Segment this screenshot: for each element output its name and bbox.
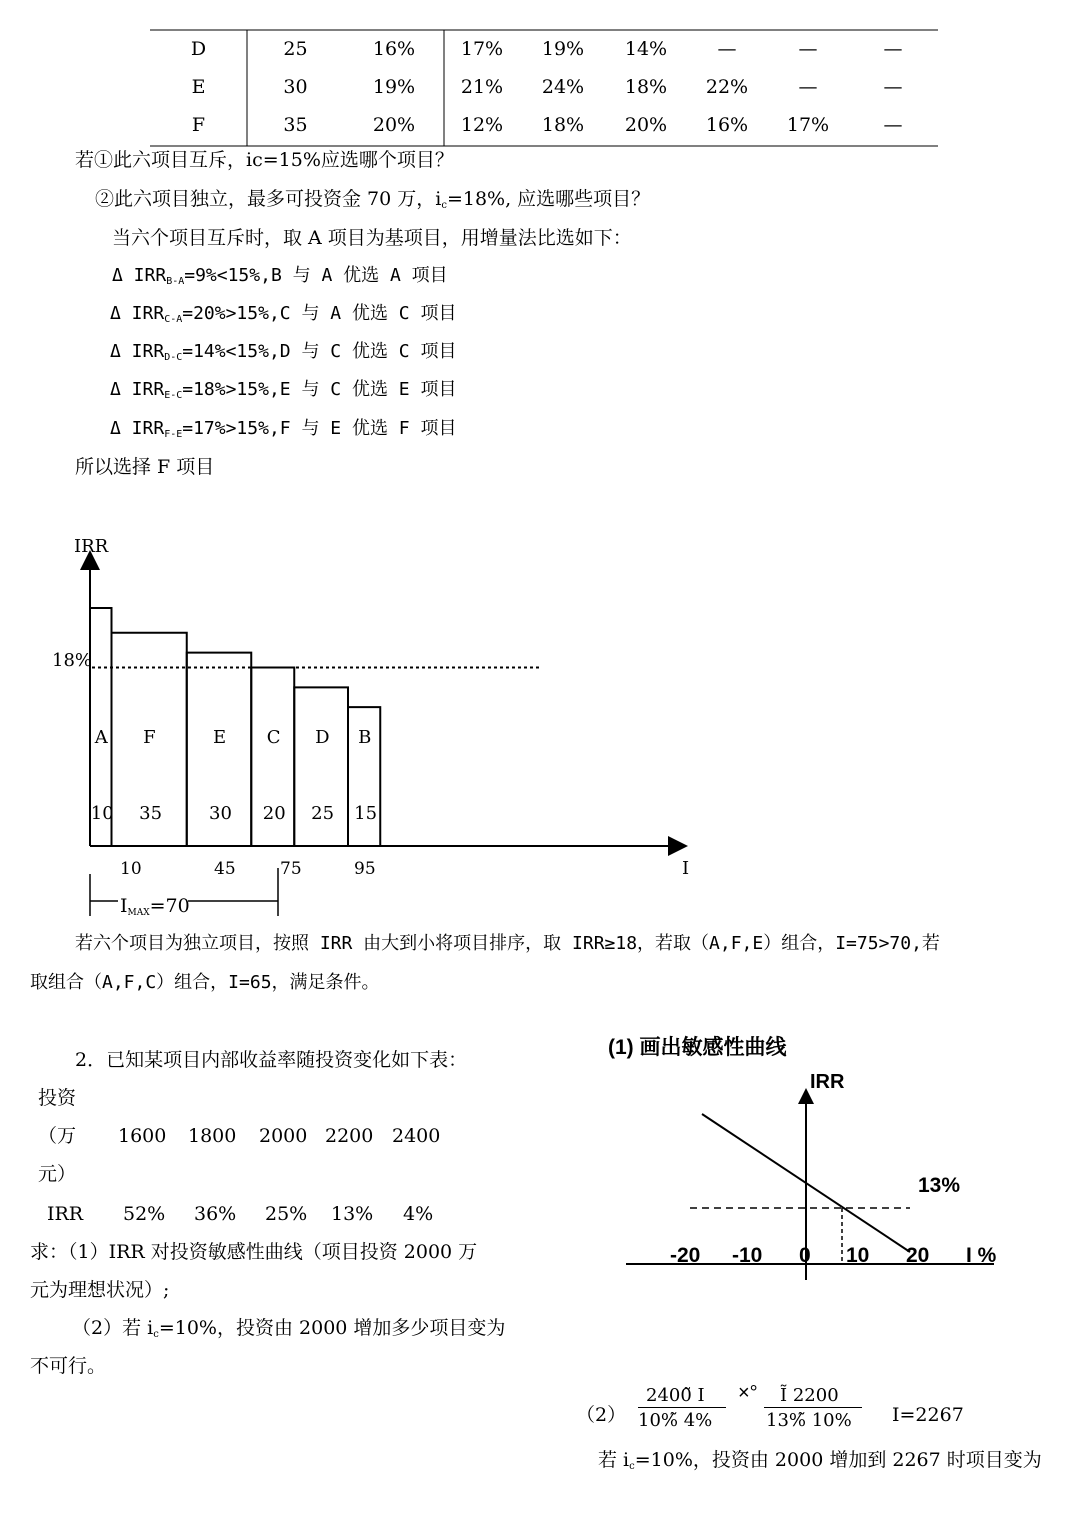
table2-cell: 2000 <box>259 1125 308 1147</box>
bar-investment-label: 30 <box>209 803 232 824</box>
bar-investment-label: 20 <box>262 803 286 824</box>
problem-2-title: 2．已知某项目内部收益率随投资变化如下表： <box>75 1049 468 1071</box>
irr-bar-chart <box>0 520 720 920</box>
independent-text-2: 取组合（A,F,C）组合，I=65，满足条件。 <box>30 972 380 993</box>
threshold-label: 18% <box>52 650 93 671</box>
question-1: 若①此六项目互斥，ic=15%应选哪个项目？ <box>75 149 454 171</box>
bar-name-label: F <box>143 727 156 748</box>
table2-cell: 13% <box>331 1203 374 1225</box>
table-cell: 20% <box>624 114 668 136</box>
table-cell: 21% <box>460 76 504 98</box>
x-tick: 45 <box>214 859 236 879</box>
formula-den-2: 13%̃ 10% <box>766 1410 852 1431</box>
x-tick: 95 <box>354 859 376 879</box>
table-cell: 19% <box>541 38 585 60</box>
table-cell: 16% <box>705 114 749 136</box>
table2-cell: 1800 <box>188 1125 237 1147</box>
bar-name-label: D <box>315 727 330 748</box>
formula-den-1: 10%̃ 4% <box>638 1410 713 1431</box>
formula-num-2: Ĩ 2200 <box>780 1385 839 1406</box>
compare-row: Δ $IRR_{E-C}=18\%>15\%,E$ 与 C 优选 E 项目 <box>110 379 457 401</box>
p2-question-1: 求：（1）IRR 对投资敏感性曲线（项目投资 2000 万 <box>30 1241 478 1263</box>
x-tick: 75 <box>280 859 302 879</box>
table-cell: 18% <box>624 76 668 98</box>
sens-pct-label: 13% <box>918 1174 961 1197</box>
table-cell: 14% <box>624 38 668 60</box>
table2-cell: 25% <box>265 1203 308 1225</box>
y-axis-label: IRR <box>74 536 109 557</box>
bar-name-label: A <box>94 727 108 748</box>
table-cell: F <box>191 114 206 136</box>
bar-investment-label: 10 <box>90 803 114 824</box>
table-cell: 25 <box>283 38 308 60</box>
table2-head: 投资 <box>38 1087 77 1109</box>
table2-cell: 2400 <box>392 1125 441 1147</box>
conclusion: 所以选择 F 项目 <box>75 456 215 478</box>
table-cell: 20% <box>372 114 416 136</box>
sens-x-tick: 20 <box>906 1244 930 1267</box>
bar-name-label: C <box>266 727 281 748</box>
bar-name-label: B <box>358 727 372 748</box>
compare-row: Δ $IRR_{F-E}=17\%>15\%,F$ 与 E 优选 F 项目 <box>110 418 457 440</box>
p2-question-1b: 元为理想状况）; <box>30 1279 170 1301</box>
sens-y-label: IRR <box>810 1071 845 1093</box>
table-cell: E <box>191 76 206 98</box>
bar-investment-label: 15 <box>354 803 378 824</box>
table-cell: — <box>798 38 818 60</box>
table2-head: 元） <box>38 1163 77 1185</box>
fraction-bar <box>638 1407 726 1408</box>
independent-text-1: 若六个项目为独立项目，按照 IRR 由大到小将项目排序，取 IRR≥18，若取（A,F,E）组合，I=75>70,若 <box>75 933 940 954</box>
compare-row: Δ $IRR_{C-A}=20\%>15\%,C$ 与 A 优选 C 项目 <box>110 303 457 325</box>
formula-result: I=2267 <box>892 1404 964 1426</box>
p2-question-2b: 不可行。 <box>30 1355 107 1377</box>
table2-cell: 36% <box>194 1203 237 1225</box>
sens-x-tick: -10 <box>732 1244 763 1267</box>
sens-x-tick: 0 <box>799 1244 811 1267</box>
sensitivity-chart <box>600 1030 1020 1290</box>
imax-label: IMAX=70 <box>120 895 190 918</box>
fraction-bar <box>764 1407 862 1408</box>
table-cell: — <box>798 76 818 98</box>
formula-label: （2） <box>576 1404 627 1426</box>
table-cell: 19% <box>372 76 416 98</box>
p2-question-2: （2）若 $i_c=10\%$，投资由 2000 增加多少项目变为 <box>72 1317 506 1340</box>
table-cell: — <box>883 114 903 136</box>
table-cell: 12% <box>460 114 504 136</box>
table-cell: — <box>717 38 737 60</box>
bar-investment-label: 35 <box>139 803 163 824</box>
table2-cell: 52% <box>123 1203 166 1225</box>
table2-cell: 2200 <box>325 1125 374 1147</box>
formula-mid: ×° <box>738 1382 758 1404</box>
sens-x-tick: -20 <box>670 1244 701 1267</box>
table-cell: 35 <box>283 114 308 136</box>
table-cell: 16% <box>372 38 416 60</box>
table-cell: 18% <box>541 114 585 136</box>
table2-irr-label: IRR <box>47 1203 84 1225</box>
formula-num-1: 2400̃ I <box>646 1385 705 1406</box>
table-cell: — <box>883 38 903 60</box>
compare-row: Δ $IRR_{D-C}=14\%<15\%,D$ 与 C 优选 C 项目 <box>110 341 457 363</box>
table-cell: 22% <box>705 76 749 98</box>
answer-intro: 当六个项目互斥时，取 A 项目为基项目，用增量法比选如下： <box>112 227 632 249</box>
question-2: ②此六项目独立，最多可投资金 70 万，$i_c=18\%$, 应选哪些项目？ <box>95 188 651 211</box>
table2-head: （万 <box>38 1125 77 1147</box>
sens-x-tick: 10 <box>846 1244 870 1267</box>
bar-investment-label: 25 <box>311 803 335 824</box>
x-axis-label: I <box>682 858 690 879</box>
sens-title: (1) 画出敏感性曲线 <box>608 1036 787 1059</box>
table-cell: 30 <box>283 76 308 98</box>
sens-x-label: I % <box>966 1244 997 1267</box>
table2-cell: 1600 <box>118 1125 167 1147</box>
table-cell: 17% <box>786 114 830 136</box>
table-cell: — <box>883 76 903 98</box>
compare-row: Δ $IRR_{B-A}=9\%<15\%,B$ 与 A 优选 A 项目 <box>112 265 448 287</box>
table-cell: 24% <box>541 76 585 98</box>
table2-cell: 4% <box>403 1203 434 1225</box>
final-answer: 若 $i_c=10\%$，投资由 2000 增加到 2267 时项目变为 <box>598 1449 1042 1472</box>
table-lines <box>0 0 1087 160</box>
x-tick: 10 <box>120 859 142 879</box>
table-cell: D <box>190 38 207 60</box>
table-cell: 17% <box>460 38 504 60</box>
bar-name-label: E <box>213 727 227 748</box>
